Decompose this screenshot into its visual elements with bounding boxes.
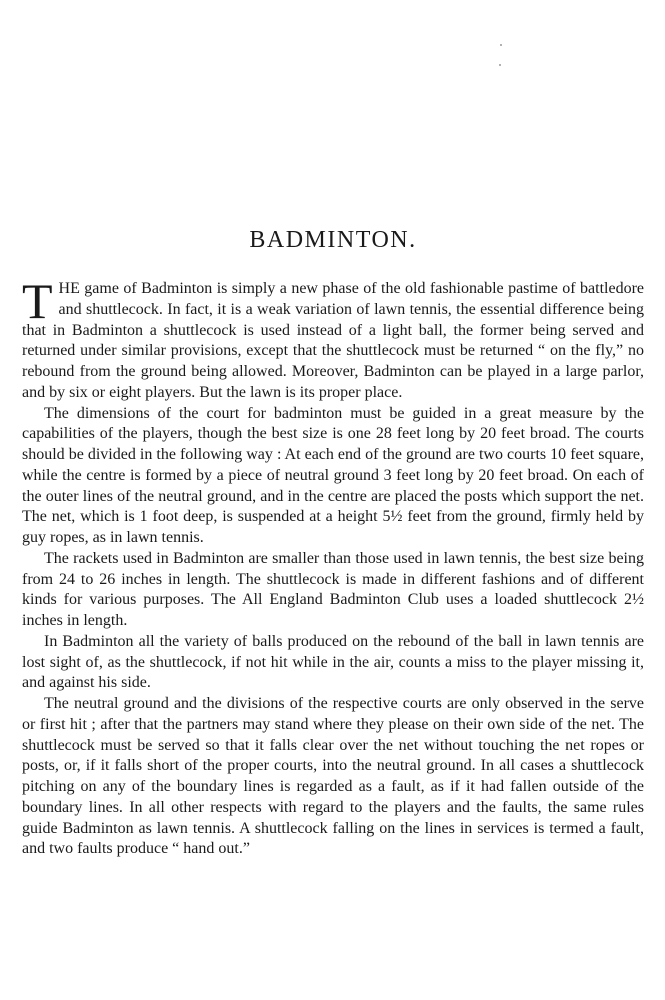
paragraph-1-text: HE game of Badminton is simply a new phase of the old fashionable pastime of battledore and shuttlecock. In fact, it is a weak variation of lawn tennis, the essential difference being that in Badminton a shuttlecock is used instead of a light ball, the former being served and returned under similar provisions, except that the shuttlecock must be returned “ on the fly,” no rebound from the ground being allowed. Moreover, Badminton can be played in a large parlor, and by six or eight players. But the lawn is its proper place. xyxy=(22,280,644,401)
article-body xyxy=(22,273,644,860)
page-speck xyxy=(499,64,501,66)
paragraph-3: The rackets used in Badminton are smaller than those used in lawn tennis, the best size being from 24 to 26 inches in length. The shuttlecock is made in different fashions and of different kinds for various purposes. The All England Badminton Club uses a loaded shuttlecock 2½ inches in length. xyxy=(22,549,644,629)
paragraph-1 xyxy=(22,273,644,404)
book-page xyxy=(22,0,644,1000)
paragraph-5: The neutral ground and the divisions of the respective courts are only observed in the serve or first hit ; after that the partners may stand where they please on their own side of the net. The shuttlecock must be served so that it falls clear over the net without touching the net ropes or posts, or, if it falls short of the proper courts, into the neutral ground. In all cases a shuttlecock pitching on any of the boundary lines is regarded as a fault, as if it had fallen outside of the boundary lines. In all other respects with regard to the players and the faults, the same rules guide Badminton as lawn tennis. A shuttlecock falling on the lines in services is termed a fault, and two faults produce “ hand out.” xyxy=(22,695,644,858)
page-title: BADMINTON. xyxy=(249,227,417,253)
drop-cap: T xyxy=(22,273,53,329)
paragraph-4: In Badminton all the variety of balls produced on the rebound of the ball in lawn tennis are lost sight of, as the shuttlecock, if not hit while in the air, counts a miss to the player missing it, and against his side. xyxy=(22,632,644,692)
page-speck xyxy=(500,44,502,46)
paragraph-2: The dimensions of the court for badminton must be guided in a great measure by the capabilities of the players, though the best size is one 28 feet long by 20 feet broad. The courts should be divided in the following way : At each end of the ground are two courts 10 feet square, while the centre is formed by a piece of neutral ground 3 feet long by 20 feet broad. On each of the outer lines of the neutral ground, and in the centre are placed the posts which support the net. The net, which is 1 foot deep, is suspended at a height 5½ feet from the ground, firmly held by guy ropes, as in lawn tennis. xyxy=(22,404,644,546)
